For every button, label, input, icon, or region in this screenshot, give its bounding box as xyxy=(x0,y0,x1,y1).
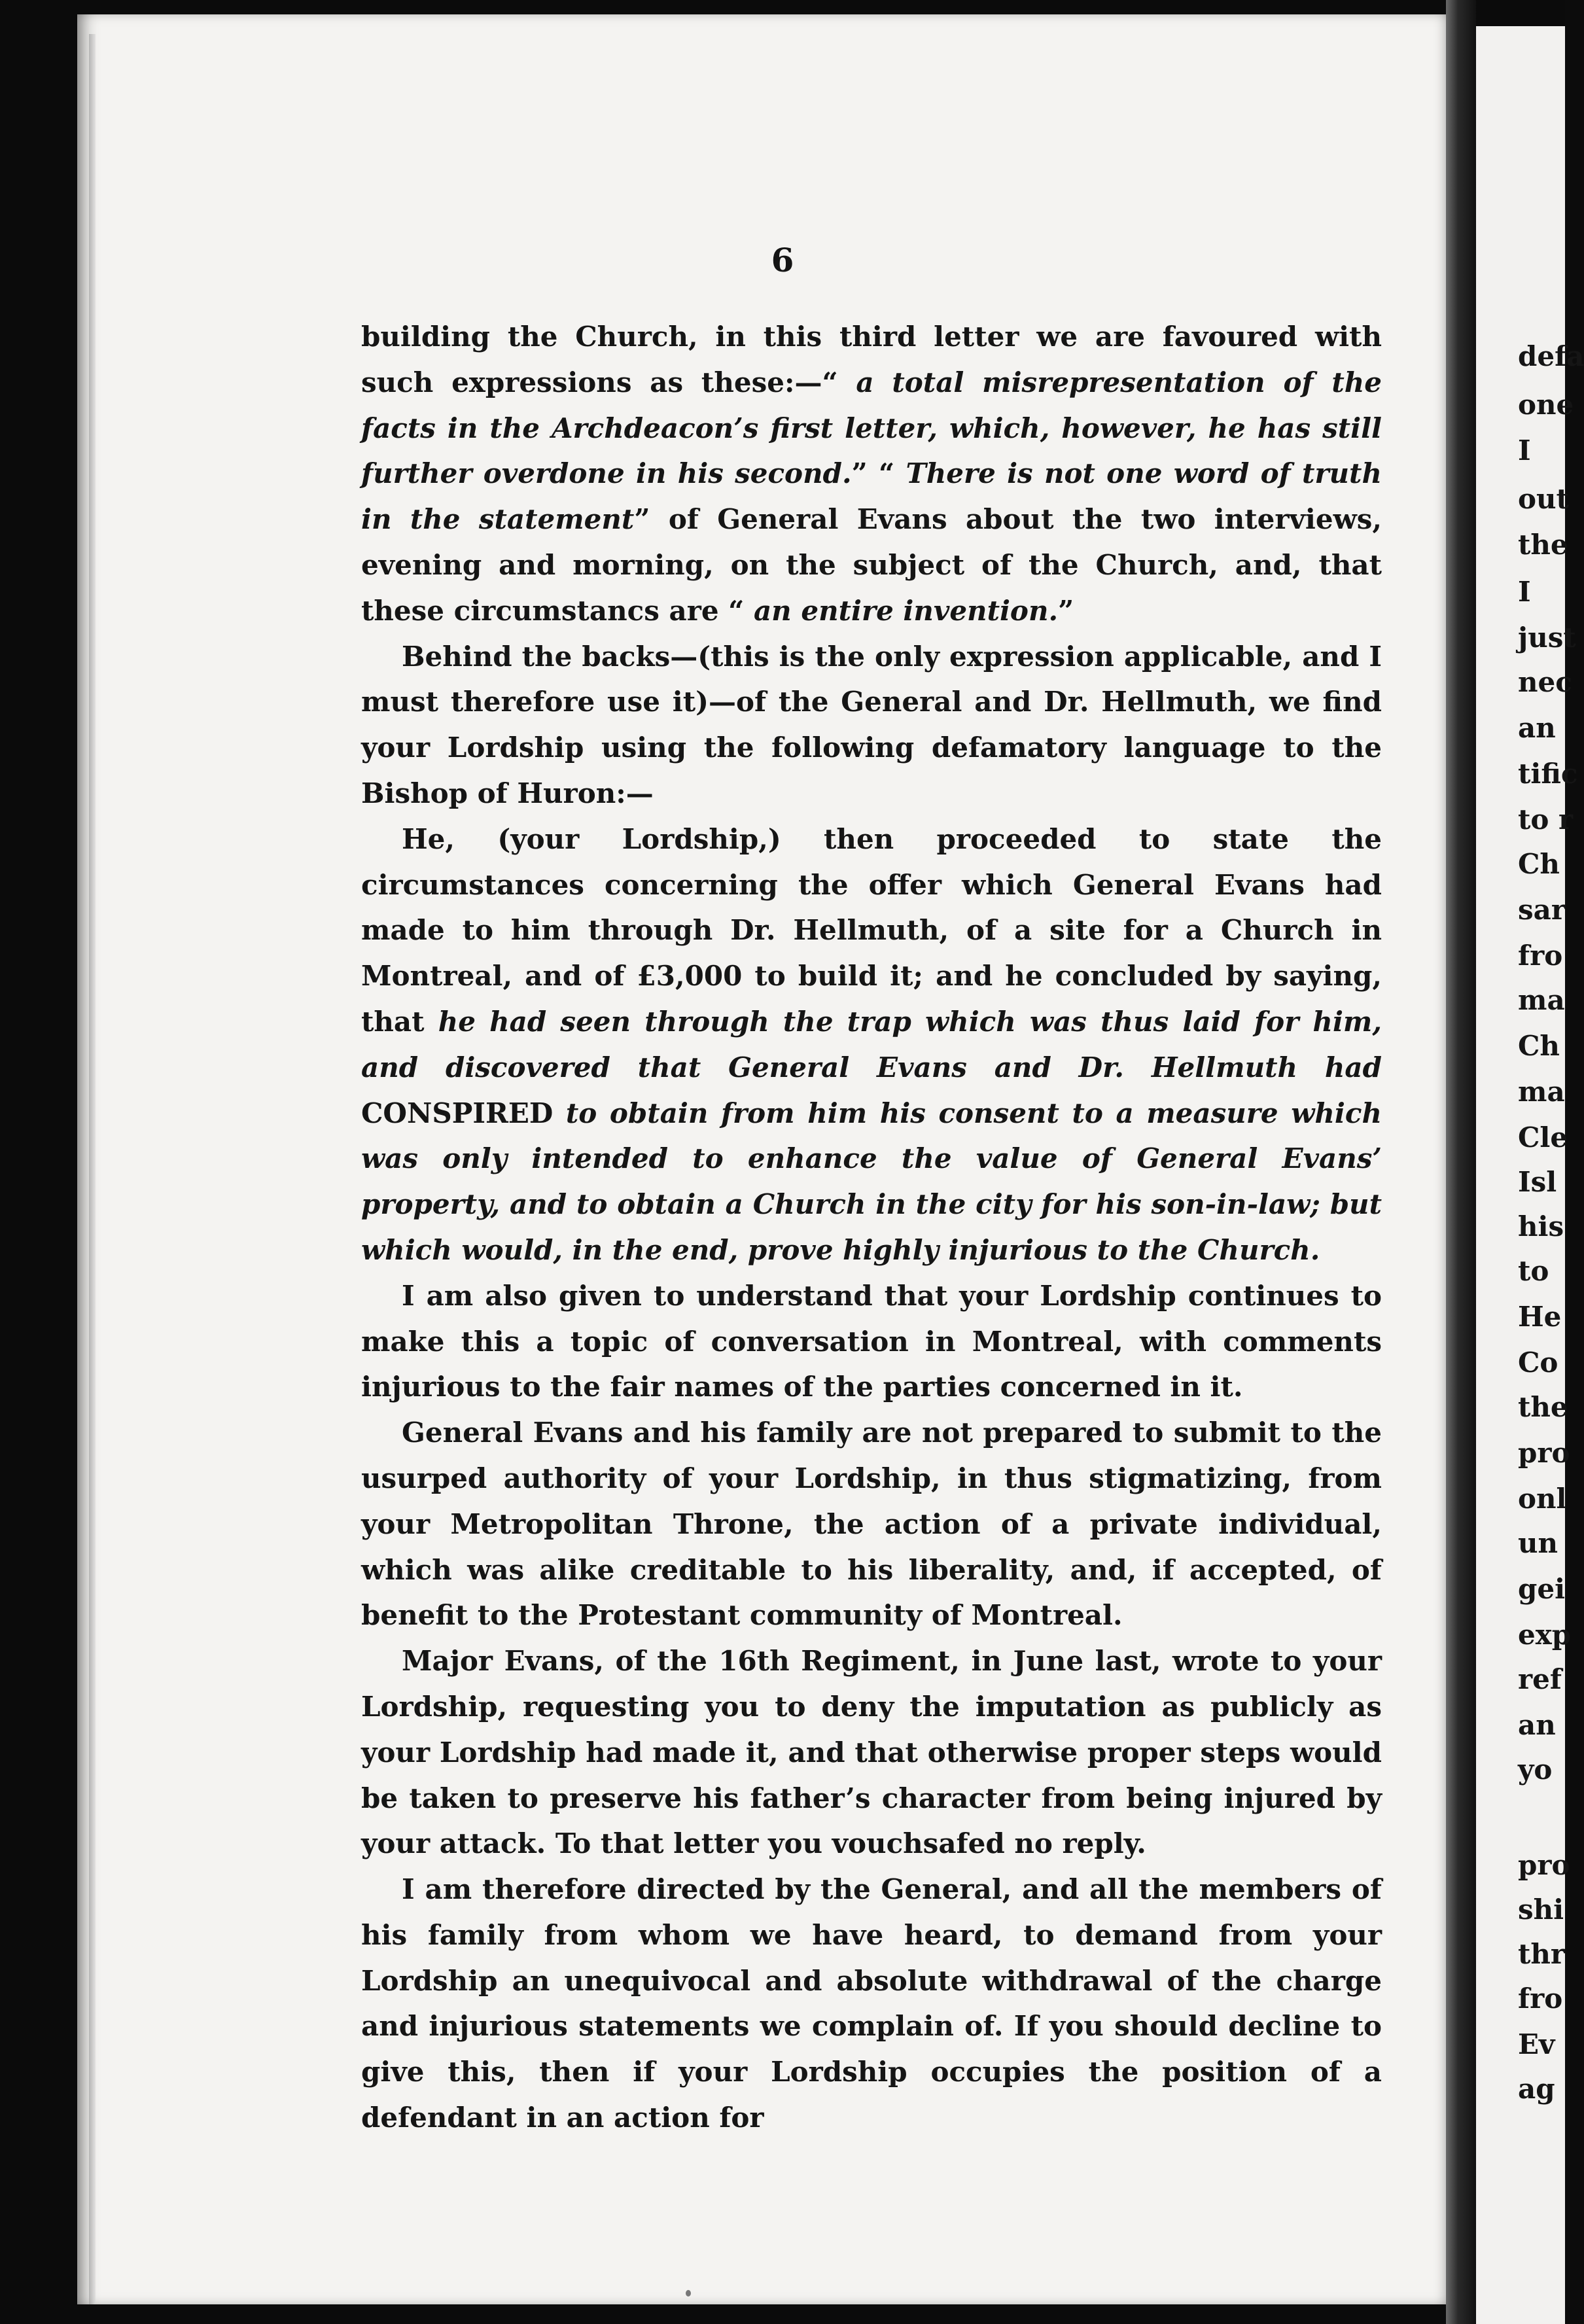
paragraph xyxy=(361,1638,1382,1867)
text-run: He, (your Lordship,) then proceeded to state the circumstances concerning the offer which General Evans had made to him through Dr. Hellmuth, of a site for a Church in Montreal, and of £3,000 to build it; and he concluded by saying, that xyxy=(361,822,1382,1038)
italic-run: a total misrepresentation of the facts in the Archdeacon’s first letter, which, however, he has still further overdone in his second. xyxy=(361,366,1382,490)
facing-page-line: I xyxy=(1518,576,1531,608)
text-run: ” of General Evans about the two interviews, evening and morning, on the subject of the Church, and, that these circumstancs are “ xyxy=(361,503,1382,627)
facing-page-line: onl xyxy=(1518,1483,1567,1515)
facing-page-line: out xyxy=(1518,483,1569,515)
paragraph xyxy=(361,817,1382,1273)
facing-page-line: ma xyxy=(1518,984,1565,1016)
facing-page-line: pro xyxy=(1518,1849,1570,1881)
facing-page-line: ma xyxy=(1518,1076,1565,1108)
book-gutter xyxy=(1446,0,1476,2324)
facing-page-line: to xyxy=(1518,1255,1549,1287)
facing-page-line: un xyxy=(1518,1527,1558,1559)
text-run: Behind the backs—(this is the only expression applicable, and I must therefore use it)—of the General and Dr. Hellmuth, we find your Lordship using the following defamatory language to the Bishop of Huron:— xyxy=(361,640,1382,809)
paragraph xyxy=(361,1273,1382,1410)
facing-page-line: fro xyxy=(1518,1982,1563,2015)
text-run: Major Evans, of the 16th Regiment, in June last, wrote to your Lordship, requesting you to deny the imputation as publicly as your Lordship had made it, and that otherwise proper steps would be taken to preserve his father’s character from being injured by your attack. To that letter you vouchsafed no reply. xyxy=(361,1645,1382,1860)
text-run: I am also given to understand that your Lordship continues to make this a topic of conversation in Montreal, with comments injurious to the fair names of the parties concerned in it. xyxy=(361,1279,1382,1403)
facing-page-line: tific xyxy=(1518,758,1578,790)
page-number: 6 xyxy=(771,241,794,279)
facing-page-line: fro xyxy=(1518,940,1563,972)
facing-page-line: ag xyxy=(1518,2073,1555,2105)
scan-speck xyxy=(686,2290,691,2297)
facing-page-line: the xyxy=(1518,1391,1568,1423)
facing-page-line: gei xyxy=(1518,1573,1566,1605)
facing-page-line: Ev xyxy=(1518,2028,1555,2060)
italic-run: to obtain from him his consent to a measure which was only intended to enhance the value of General Evans’ property, and to obtain a Church in the city for his son-in-law; but which would, in the end, prove highly injurious to the Church. xyxy=(361,1097,1382,1266)
facing-page-line: He xyxy=(1518,1301,1562,1333)
facing-page-line: just xyxy=(1518,622,1576,654)
facing-page-line: an xyxy=(1518,1709,1556,1741)
text-run: I am therefore directed by the General, and all the members of his family from whom we have heard, to demand from your Lordship an unequivocal and absolute withdrawal of the charge and injurious statements we complain of. If you should decline to give this, then if your Lordship occupies the position of a defendant in an action for xyxy=(361,1873,1382,2134)
text-run: ” xyxy=(1058,594,1074,627)
facing-page-line: yo xyxy=(1518,1753,1553,1786)
facing-page-line: an xyxy=(1518,712,1556,744)
facing-page-line: nec xyxy=(1518,666,1572,698)
facing-page-line: ref xyxy=(1518,1663,1562,1695)
body-text xyxy=(361,314,1382,2141)
italic-run: an entire invention. xyxy=(753,594,1059,627)
facing-page-line: exp xyxy=(1518,1619,1572,1651)
text-run: General Evans and his family are not prepared to submit to the usurped authority of your Lordship, in thus stigmatizing, from your Metropolitan Throne, the action of a private individual, which was alike creditable to his liberality, and, if accepted, of benefit to the Protestant community of Montreal. xyxy=(361,1417,1382,1632)
facing-page-line: thr xyxy=(1518,1938,1566,1970)
italic-run: There is not one word of truth in the statement xyxy=(361,457,1382,536)
facing-page-line: Ch xyxy=(1518,848,1560,880)
facing-page-line: pro xyxy=(1518,1437,1570,1469)
facing-page-line: one xyxy=(1518,389,1574,421)
paragraph xyxy=(361,634,1382,817)
italic-run: he had seen through the trap which was thus laid for him, and discovered that General Evans and Dr. Hellmuth had xyxy=(361,1005,1382,1083)
facing-page-line: defa xyxy=(1518,340,1584,372)
facing-page-line: shi xyxy=(1518,1893,1564,1926)
paragraph xyxy=(361,314,1382,634)
facing-page-line: Cle xyxy=(1518,1121,1568,1153)
paragraph xyxy=(361,1867,1382,2141)
facing-page-line: his xyxy=(1518,1210,1564,1242)
text-run: building the Church, in this third letter we are favoured with such expressions as these:—“ xyxy=(361,321,1382,398)
paragraph xyxy=(361,1410,1382,1638)
facing-page-line: to r xyxy=(1518,803,1574,836)
facing-page-line: the xyxy=(1518,529,1568,561)
facing-page-line: Co xyxy=(1518,1347,1558,1379)
facing-page-line: Isl xyxy=(1518,1166,1557,1198)
facing-page-line: I xyxy=(1518,434,1531,467)
facing-page-line: Ch xyxy=(1518,1030,1560,1062)
facing-page-line: sar xyxy=(1518,894,1566,926)
text-run: ” “ xyxy=(851,457,906,490)
text-run: CONSPIRED xyxy=(361,1097,554,1129)
